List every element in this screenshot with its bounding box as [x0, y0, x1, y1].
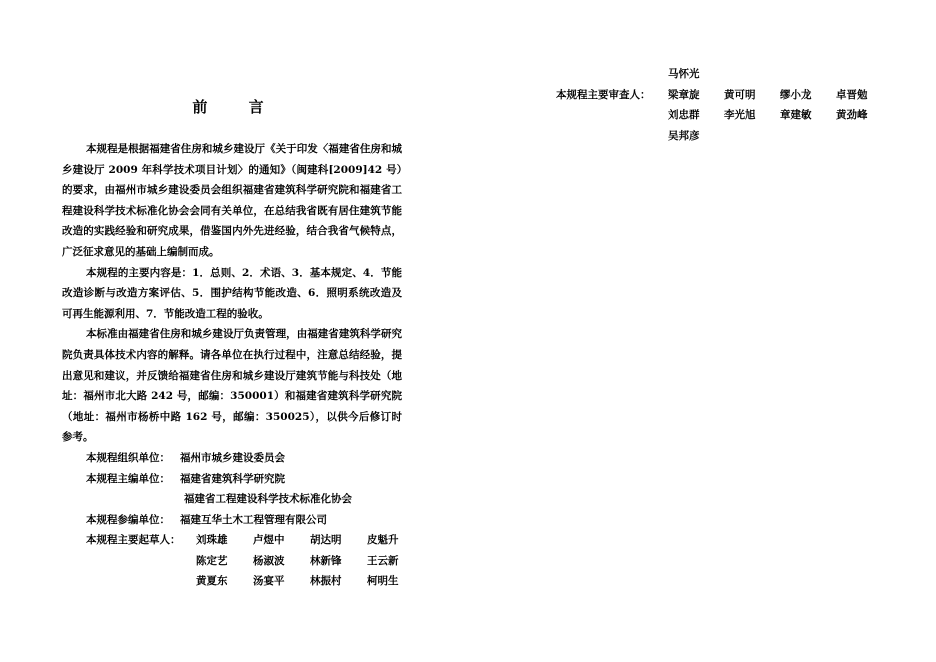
drafter-name: 黄夏东 [196, 575, 228, 588]
drafter-name: 林新锋 [310, 554, 342, 567]
chief-editor-value-2: 福建省工程建设科学技术标准化协会 [184, 493, 352, 506]
preface-paragraph-1: 本规程是根据福建省住房和城乡建设厅《关于印发〈福建省住房和城乡建设厅 2009 年科学技术项目计划〉的通知》（闽建科[2009]42 号）的要求，由福州市城乡建设委员会组织福建省建筑科学研究院和福建省工程建设科学技术标准化协会会同有关单位，在总结我省既有居住建筑节能改造的实践经验和研究成果，借鉴国内外先进经验，结合我省气候特点，广泛征求意见的基础上编制而成。 [62, 143, 402, 258]
drafter-name: 林振村 [310, 575, 342, 588]
participant-row [62, 510, 402, 531]
organizer-label: 本规程组织单位： [86, 451, 170, 464]
reviewer-name: 缪小龙 [780, 88, 812, 101]
drafter-name: 柯明生 [367, 575, 399, 588]
drafters-label: 本规程主要起草人： [86, 534, 181, 547]
drafter-name: 王云新 [367, 554, 399, 567]
reviewers-row-3 [556, 126, 896, 147]
drafter-name: 杨淑波 [253, 554, 285, 567]
reviewer-names-3 [668, 126, 724, 147]
drafter-name: 刘珠雄 [196, 534, 228, 547]
preface-paragraph-2: 本规程的主要内容是：1．总则、2．术语、3．基本规定、4．节能改造诊断与改造方案评估、5．围护结构节能改造、6．照明系统改造及可再生能源利用、7．节能改造工程的验收。 [62, 266, 402, 320]
preface-paragraph-3: 本标准由福建省住房和城乡建设厅负责管理，由福建省建筑科学研究院负责具体技术内容的解释。请各单位在执行过程中，注意总结经验，提出意见和建议，并反馈给福建省住房和城乡建设厅建筑节能与科技处（地址：福州市北大路 242 号，邮编：350001）和福建省建筑科学研究院（地址：福州市杨桥中路 162 号，邮编：350025），以供今后修订时参考。 [62, 328, 402, 444]
drafter-name: 汤宴平 [253, 575, 285, 588]
reviewer-name: 李光旭 [724, 109, 756, 122]
organizer-value: 福州市城乡建设委员会 [180, 451, 285, 464]
right-page [556, 64, 896, 146]
reviewer-name: 吴邦彦 [668, 129, 700, 142]
top-name-row [556, 64, 896, 85]
organizer-row [62, 448, 402, 469]
drafter-names-2 [196, 551, 424, 572]
drafter-names-3 [196, 571, 424, 592]
reviewer-name: 章建敏 [780, 109, 812, 122]
reviewers-label: 本规程主要审查人： [556, 88, 651, 101]
reviewer-name: 黄劲峰 [836, 109, 868, 122]
reviewer-name: 梁章旋 [668, 88, 700, 101]
drafter-name: 胡达明 [310, 534, 342, 547]
drafters-row-3 [62, 571, 402, 592]
drafter-names-1 [196, 530, 424, 551]
reviewers-row-1 [556, 85, 896, 106]
chief-editor-value-1: 福建省建筑科学研究院 [180, 472, 285, 485]
reviewers-row-2 [556, 105, 896, 126]
drafters-row-1 [62, 530, 402, 551]
chief-editor-row-2 [62, 489, 402, 510]
left-page [62, 96, 402, 592]
drafters-row-2 [62, 551, 402, 572]
reviewer-name: 卓晋勉 [836, 88, 868, 101]
chief-editor-label: 本规程主编单位： [86, 472, 170, 485]
reviewer-name: 刘忠群 [668, 109, 700, 122]
drafter-name: 皮魁升 [367, 534, 399, 547]
top-name: 马怀光 [668, 68, 700, 80]
participant-label: 本规程参编单位： [86, 513, 170, 526]
page-title: 前 言 [192, 98, 282, 116]
chief-editor-row [62, 469, 402, 490]
drafter-name: 卢煜中 [253, 534, 285, 547]
reviewer-name: 黄可明 [724, 88, 756, 101]
participant-value: 福建互华土木工程管理有限公司 [180, 513, 327, 526]
reviewer-names-1 [668, 85, 892, 106]
drafter-name: 陈定艺 [196, 554, 228, 567]
reviewer-names-2 [668, 105, 892, 126]
